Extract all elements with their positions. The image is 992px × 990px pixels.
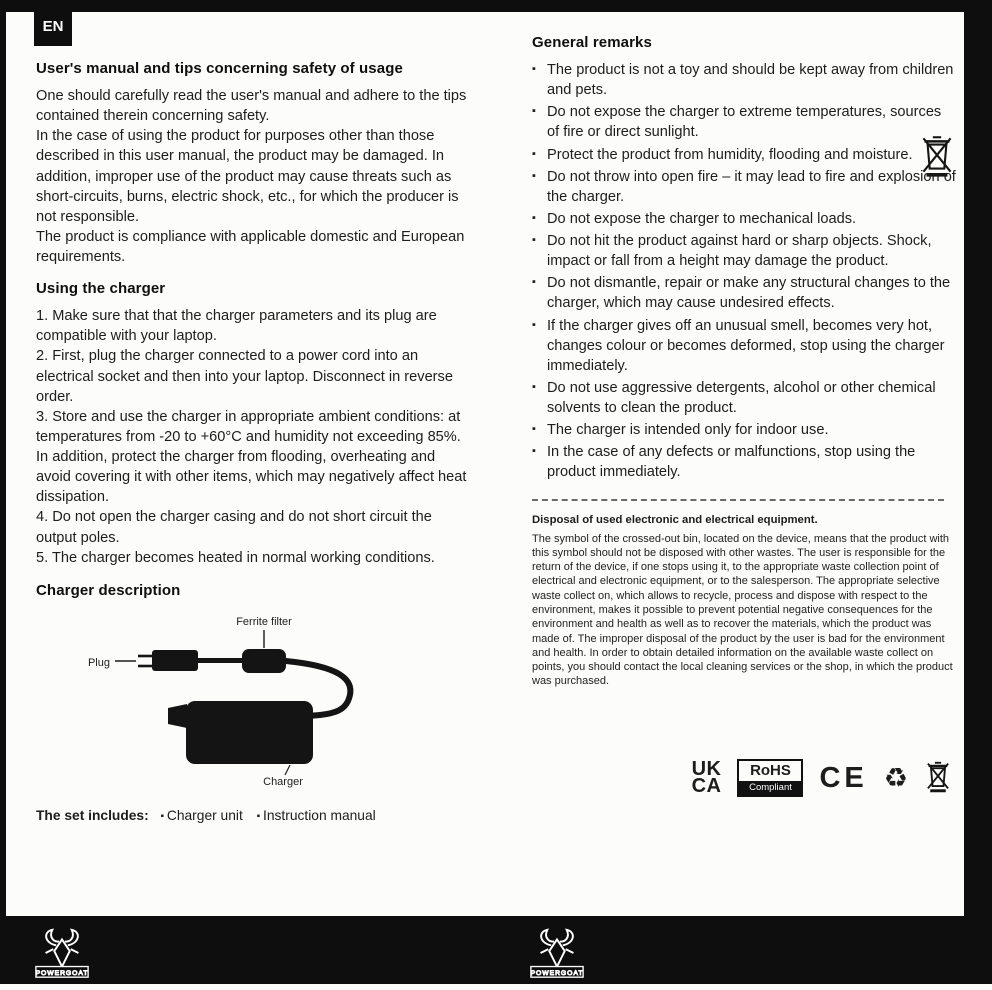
instruction-item: 2. First, plug the charger connected to a power cord into an electrical socket and then into your laptop. Disconnect in reverse order. — [36, 348, 453, 405]
compliance-marks-row — [532, 757, 956, 800]
disposal-text: The symbol of the crossed-out bin, located on the device, means that the product with this symbol should not be disposed with other wastes. The user is responsible for the return of the device, if one stops using it, to the appropriate waste collection point of electrical and electronic equipment, or to the salesperson. The appropriate selective waste collect on, which allows to recycle, process and dispose with respect to the environment, makes it possible to prevent potential negative consequences for the environment and health as well as to recover the materials, which the product was made of. The improper disposal of the product by the user is bad for the environment and health. In order to obtain detailed information on the available waste collect on points, you should contact the local cleaning services or the shop, in which the product was purchased. — [532, 532, 953, 688]
left-border-strip — [0, 0, 6, 984]
charger-description-heading: Charger description — [36, 581, 181, 599]
bottom-border-bar — [0, 916, 992, 984]
instruction-item: 3. Store and use the charger in appropriate ambient conditions: at temperatures from -20 to +60°C and humidity not exceeding 85%. In addition, protect the charger from flooding, overheating and avoid covering it with other items, which may negatively affect heat dissipation. — [36, 408, 467, 506]
remark-item: ▪ Protect the product from humidity, flooding and moisture. — [532, 145, 956, 165]
instruction-item: 5. The charger becomes heated in normal working conditions. — [36, 549, 435, 566]
ferrite-filter-icon — [242, 649, 286, 673]
intro-paragraph: The product is compliance with applicable domestic and European requirements. — [36, 228, 465, 265]
remark-item: ▪ Do not expose the charger to mechanical loads. — [532, 209, 956, 229]
left-column — [36, 60, 468, 823]
ukca-mark-line1: UK — [691, 757, 722, 780]
remark-item: ▪ Do not dismantle, repair or make any structural changes to the charger, which may cause undesired effects. — [532, 273, 956, 313]
rohs-mark-subtitle: Compliant — [739, 781, 801, 795]
dashed-divider — [532, 499, 944, 501]
remark-item: ▪ If the charger gives off an unusual smell, becomes very hot, changes colour or becomes deformed, stop using the charger immediately. — [532, 316, 956, 376]
set-includes-item: ▪ Charger unit — [161, 808, 243, 823]
plug-label: Plug — [87, 656, 110, 669]
charger-body-icon — [186, 701, 313, 764]
instruction-item: 1. Make sure that that the charger parameters and its plug are compatible with your laptop. — [36, 308, 437, 345]
intro-paragraphs — [36, 86, 468, 267]
using-charger-heading: Using the charger — [36, 280, 166, 298]
intro-paragraph: In the case of using the product for purposes other than those described in this user manual, the product may be damaged. In addition, improper use of the product may cause threats such as short-circuits, burns, electric shock, etc., for which the producer is not responsible. — [36, 128, 459, 225]
set-includes-item: ▪ Instruction manual — [257, 808, 376, 823]
disposal-heading: Disposal of used electronic and electrical equipment. — [532, 513, 818, 526]
right-border-strip — [964, 0, 992, 984]
remark-item: ▪ Do not expose the charger to extreme temperatures, sources of fire or direct sunlight. — [532, 102, 956, 142]
powergoat-logo-text: POWERGOAT — [35, 969, 89, 977]
remark-item: ▪ In the case of any defects or malfunctions, stop using the product immediately. — [532, 442, 956, 482]
rohs-mark — [737, 759, 803, 797]
powergoat-logo — [33, 924, 91, 987]
safety-usage-heading: User's manual and tips concerning safety of usage — [36, 60, 403, 77]
top-border-bar — [0, 0, 992, 12]
intro-paragraph: One should carefully read the user's manual and adhere to the tips contained therein concerning safety. — [36, 88, 467, 125]
charger-diagram — [36, 608, 476, 794]
powergoat-logo-text: POWERGOAT — [530, 969, 584, 977]
remark-item: ▪ The charger is intended only for indoor use. — [532, 420, 956, 440]
powergoat-logo — [528, 924, 586, 987]
remark-item: ▪ The product is not a toy and should be kept away from children and pets. — [532, 60, 956, 100]
recycling-icon: ♻ — [883, 762, 908, 793]
remark-item: ▪ Do not throw into open fire – it may lead to fire and explosion of the charger. — [532, 167, 956, 207]
general-remarks-heading: General remarks — [532, 34, 652, 51]
right-column — [532, 34, 956, 800]
set-includes-label: The set includes: — [36, 807, 149, 823]
charger-label: Charger — [263, 775, 303, 788]
rohs-mark-title: RoHS — [750, 762, 791, 780]
ce-mark: CE — [819, 761, 868, 794]
general-remarks-list — [532, 60, 956, 483]
ukca-mark — [691, 757, 722, 798]
charger-instructions — [36, 306, 468, 568]
language-badge — [34, 6, 72, 46]
plug-icon — [138, 650, 198, 671]
ferrite-filter-label: Ferrite filter — [236, 615, 292, 628]
language-badge-label: EN — [42, 17, 64, 35]
set-includes-row — [36, 808, 468, 823]
remark-item: ▪ Do not use aggressive detergents, alcohol or other chemical solvents to clean the product. — [532, 378, 956, 418]
ukca-mark-line2: CA — [691, 775, 722, 798]
instruction-item: 4. Do not open the charger casing and do not short circuit the output poles. — [36, 509, 432, 546]
weee-bin-small-icon — [924, 757, 952, 800]
remark-item: ▪ Do not hit the product against hard or sharp objects. Shock, impact or fall from a height may damage the product. — [532, 231, 956, 271]
